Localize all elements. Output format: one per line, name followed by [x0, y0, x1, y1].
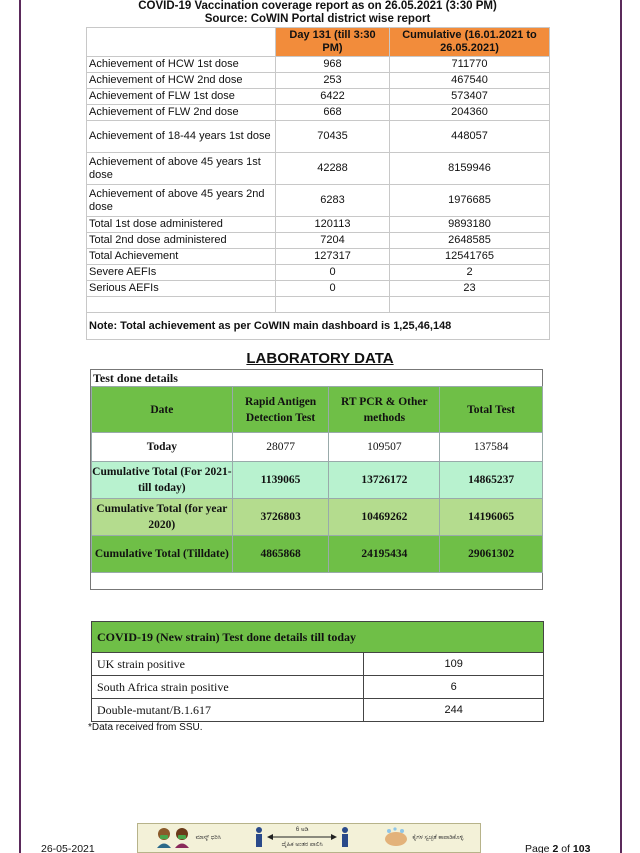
strain-note: *Data received from SSU. [88, 722, 203, 733]
row-day-value: 6422 [276, 89, 390, 105]
row-cumulative-value: 467540 [390, 73, 550, 89]
row-rat: 3726803 [232, 499, 329, 536]
row-rat: 1139065 [232, 462, 329, 499]
laboratory-table [91, 386, 543, 573]
row-cumulative-value: 8159946 [390, 153, 550, 185]
vaccination-header-row [87, 28, 550, 57]
table-row [87, 233, 550, 249]
row-rtpcr: 13726172 [329, 462, 440, 499]
banner-distance-segment [254, 826, 350, 850]
table-row [87, 153, 550, 185]
row-label: Total 2nd dose administered [87, 233, 276, 249]
banner-mask-segment [155, 826, 221, 850]
table-row [92, 676, 544, 699]
table-row [92, 653, 544, 676]
row-cumulative-value: 9893180 [390, 217, 550, 233]
mask-person-icon [155, 826, 193, 850]
row-label: Total 1st dose administered [87, 217, 276, 233]
vaccination-header-blank [87, 28, 276, 57]
row-date: Cumulative Total (Tilldate) [92, 536, 233, 573]
row-rtpcr: 109507 [329, 433, 440, 462]
table-row [87, 121, 550, 153]
row-cumulative-value: 204360 [390, 105, 550, 121]
row-day-value: 70435 [276, 121, 390, 153]
strain-value: 244 [364, 699, 544, 722]
row-date: Cumulative Total (for year 2020) [92, 499, 233, 536]
banner-handwash-text: ಕೈಗಳ ಸ್ವಚ್ಛತೆ ಕಾಪಾಡಿಕೊಳ್ಳಿ [412, 834, 464, 841]
row-day-value: 0 [276, 281, 390, 297]
laboratory-subtitle: Test done details [93, 371, 178, 385]
row-rat: 4865868 [232, 536, 329, 573]
banner-mask-text: ಮಾಸ್ಕ್ ಧರಿಸಿ [195, 834, 222, 841]
vaccination-title: COVID-19 Vaccination coverage report as on 26.05.2021 (3:30 PM) [138, 0, 497, 12]
row-rat: 28077 [232, 433, 329, 462]
row-cumulative-value: 573407 [390, 89, 550, 105]
table-row [87, 73, 550, 89]
covid-awareness-banner [137, 823, 481, 853]
double-arrow-icon [267, 834, 337, 842]
vaccination-heading [86, 0, 549, 26]
table-row [87, 217, 550, 233]
row-total: 29061302 [440, 536, 543, 573]
row-day-value: 7204 [276, 233, 390, 249]
strain-label: Double-mutant/B.1.617 [92, 699, 364, 722]
row-label: Achievement of 18-44 years 1st dose [87, 121, 276, 153]
row-label: Serious AEFIs [87, 281, 276, 297]
strain-value: 6 [364, 676, 544, 699]
handwash-icon [383, 826, 409, 850]
banner-handwash-segment [383, 826, 463, 850]
row-day-value: 127317 [276, 249, 390, 265]
row-day-value: 253 [276, 73, 390, 89]
row-cumulative-value: 2648585 [390, 233, 550, 249]
person-left-icon [254, 826, 264, 850]
row-label: Achievement of FLW 1st dose [87, 89, 276, 105]
footer-date: 26-05-2021 [41, 843, 95, 853]
table-row [92, 433, 543, 462]
row-label: Achievement of FLW 2nd dose [87, 105, 276, 121]
blank-cell [390, 297, 550, 313]
row-label: Achievement of HCW 2nd dose [87, 73, 276, 89]
row-cumulative-value: 711770 [390, 57, 550, 73]
row-rtpcr: 10469262 [329, 499, 440, 536]
strain-title: COVID-19 (New strain) Test done details till today [92, 622, 544, 653]
table-row-blank [87, 297, 550, 313]
vaccination-note-row [87, 313, 550, 340]
table-row [87, 89, 550, 105]
page-border-right [620, 0, 622, 853]
row-day-value: 42288 [276, 153, 390, 185]
vaccination-note: Note: Total achievement as per CoWIN main dashboard is 1,25,46,148 [87, 313, 550, 340]
row-day-value: 120113 [276, 217, 390, 233]
row-day-value: 0 [276, 265, 390, 281]
page-prefix: Page [525, 843, 553, 853]
table-row [87, 249, 550, 265]
row-cumulative-value: 2 [390, 265, 550, 281]
strain-table [91, 621, 544, 722]
row-date: Cumulative Total (For 2021- till today) [92, 462, 233, 499]
table-row [87, 281, 550, 297]
row-label: Achievement of above 45 years 1st dose [87, 153, 276, 185]
page-total: 103 [572, 843, 591, 853]
blank-cell [87, 297, 276, 313]
vaccination-source: Source: CoWIN Portal district wise report [204, 13, 431, 25]
table-row [87, 265, 550, 281]
row-label: Total Achievement [87, 249, 276, 265]
row-day-value: 6283 [276, 185, 390, 217]
vaccination-header-cumulative: Cumulative (16.01.2021 to 26.05.2021) [390, 28, 550, 57]
strain-header-row [92, 622, 544, 653]
header-rat: Rapid Antigen Detection Test [232, 387, 329, 433]
row-total: 137584 [440, 433, 543, 462]
table-row [92, 462, 543, 499]
banner-distance-top: 6 ಅಡಿ [295, 827, 309, 833]
page-number [525, 843, 590, 853]
banner-distance-bottom: ದೈಹಿಕ ಅಂತರ ಪಾಲಿಸಿ [281, 842, 323, 848]
row-total: 14865237 [440, 462, 543, 499]
row-day-value: 668 [276, 105, 390, 121]
vaccination-header-day: Day 131 (till 3:30 PM) [276, 28, 390, 57]
row-date: Today [92, 433, 233, 462]
table-row [92, 536, 543, 573]
page-current: 2 [552, 843, 559, 853]
table-row [87, 57, 550, 73]
row-rtpcr: 24195434 [329, 536, 440, 573]
vaccination-table [86, 27, 550, 340]
distance-label-group [267, 827, 337, 849]
blank-cell [276, 297, 390, 313]
row-cumulative-value: 12541765 [390, 249, 550, 265]
page-border-left [19, 0, 21, 853]
row-day-value: 968 [276, 57, 390, 73]
header-date: Date [92, 387, 233, 433]
table-row [87, 185, 550, 217]
header-rtpcr: RT PCR & Other methods [329, 387, 440, 433]
laboratory-title: LABORATORY DATA [246, 350, 394, 367]
table-row [87, 105, 550, 121]
row-cumulative-value: 23 [390, 281, 550, 297]
table-row [92, 499, 543, 536]
header-total: Total Test [440, 387, 543, 433]
row-cumulative-value: 1976685 [390, 185, 550, 217]
row-cumulative-value: 448057 [390, 121, 550, 153]
page-of: of [558, 843, 573, 853]
strain-value: 109 [364, 653, 544, 676]
laboratory-header-row [92, 387, 543, 433]
row-label: Achievement of above 45 years 2nd dose [87, 185, 276, 217]
table-row [92, 699, 544, 722]
strain-label: UK strain positive [92, 653, 364, 676]
row-label: Severe AEFIs [87, 265, 276, 281]
row-total: 14196065 [440, 499, 543, 536]
strain-label: South Africa strain positive [92, 676, 364, 699]
person-right-icon [340, 826, 350, 850]
row-label: Achievement of HCW 1st dose [87, 57, 276, 73]
